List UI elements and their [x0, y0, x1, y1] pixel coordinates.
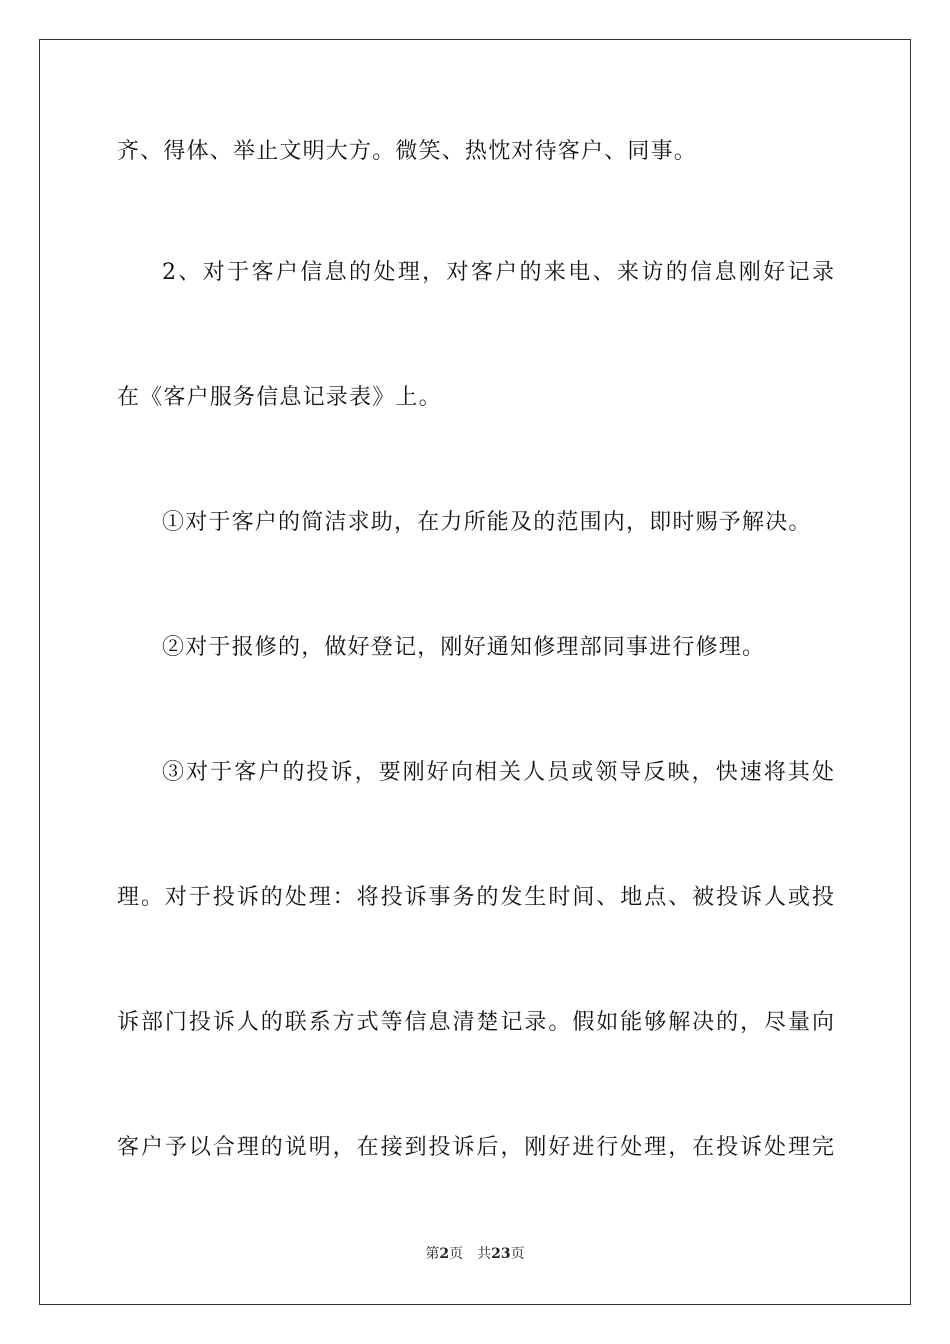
body-line-2: 2、对于客户信息的处理，对客户的来电、来访的信息刚好记录 [162, 260, 834, 285]
footer-total-pages: 23 [491, 1246, 511, 1262]
footer-page-suffix: 页 [449, 1246, 464, 1262]
body-line-8: 诉部门投诉人的联系方式等信息清楚记录。假如能够解决的，尽量向 [117, 1010, 834, 1035]
body-line-9: 客户予以合理的说明，在接到投诉后，刚好进行处理，在投诉处理完 [117, 1135, 834, 1160]
body-line-6: ③对于客户的投诉，要刚好向相关人员或领导反映，快速将其处 [162, 760, 834, 785]
body-line-1: 齐、得体、举止文明大方。微笑、热忱对待客户、同事。 [117, 139, 698, 164]
page-border [39, 39, 911, 1305]
footer-page-number: 2 [439, 1246, 450, 1262]
footer-total-prefix: 共 [477, 1246, 492, 1262]
body-line-3: 在《客户服务信息记录表》上。 [117, 385, 442, 410]
body-line-7: 理。对于投诉的处理：将投诉事务的发生时间、地点、被投诉人或投 [117, 885, 834, 910]
body-line-5: ②对于报修的，做好登记，刚好通知修理部同事进行修理。 [162, 635, 766, 660]
footer-total-suffix: 页 [510, 1246, 525, 1262]
page-footer [0, 1244, 950, 1264]
body-line-4: ①对于客户的简洁求助，在力所能及的范围内，即时赐予解决。 [162, 510, 812, 535]
footer-page-prefix: 第 [425, 1246, 440, 1262]
